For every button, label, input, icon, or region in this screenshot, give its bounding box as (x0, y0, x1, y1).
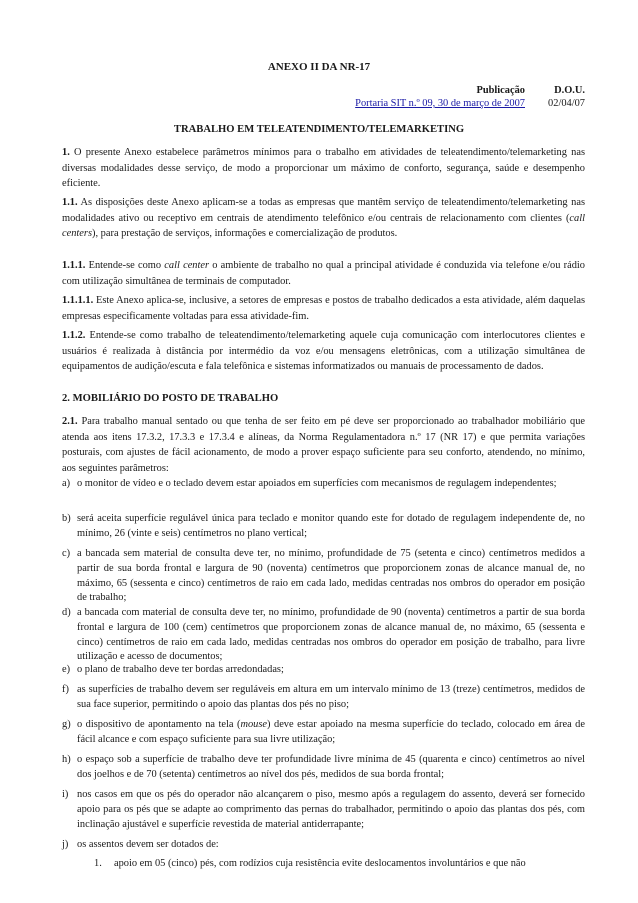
item-text: as superfícies de trabalho devem ser reguláveis em altura em um intervalo mínimo de 13 (treze) centímetros, medidos de sua face superior, permitindo o apoio das plantas dos pés no piso; (77, 684, 585, 710)
paragraph-text: ), para prestação de serviços, informações e comercialização de produtos. (92, 228, 398, 240)
publication-header-row (330, 84, 585, 97)
item-label: e) (62, 664, 71, 675)
list-item-g (62, 718, 585, 748)
section-2-title: 2. MOBILIÁRIO DO POSTO DE TRABALHO (62, 393, 279, 404)
paragraph-1-1-1-1 (62, 293, 585, 324)
item-label: f) (62, 684, 69, 695)
item-text: será aceita superfície regulável única para teclado e monitor quando este for dotado de regulagem independente de, no mínimo, 26 (vinte e seis) centímetros no plano vertical; (77, 513, 585, 539)
item-text: os assentos devem ser dotados de: (77, 839, 219, 850)
paragraph-number: 1.1.1.1. (62, 295, 94, 306)
item-text: a bancada com material de consulta deve ter, no mínimo, profundidade de 90 (noventa) centímetros a partir de sua borda frontal e largura de 100 (cem) centímetros que proporcionem zonas de alcance manual de, no máximo, 65 (sessenta e cinco) centímetros de raio em cada lado, medidas centradas nos ombros do operador em posição de trabalho, para livre utilização e acesso de documentos; (77, 607, 585, 663)
item-label: i) (62, 789, 69, 800)
paragraph-text: As disposições deste Anexo aplicam-se a todas as empresas que mantêm serviço de teleatendimento/telemarketing nas modalidades ativo ou receptivo em centrais de atendimento telefônico e/ou centrais de relacionamento com clientes ( (62, 197, 585, 224)
item-label: a) (62, 478, 71, 489)
item-label: j) (62, 839, 69, 850)
paragraph-1-1-1 (62, 258, 585, 289)
paragraph-text: Entende-se como (85, 260, 165, 271)
list-item-c (62, 547, 585, 606)
paragraph-1-1 (62, 195, 585, 242)
item-emphasis: mouse (240, 719, 268, 730)
sub-item-1 (94, 857, 585, 872)
portaria-link[interactable]: Portaria SIT n.º 09, 30 de março de 2007 (355, 98, 525, 109)
list-item-d (62, 606, 585, 665)
list-item-h (62, 753, 585, 783)
paragraph-emphasis: call center (164, 260, 210, 271)
paragraph-emphasis: call centers (62, 212, 585, 240)
paragraph-text: Para trabalho manual sentado ou que tenha de ser feito em pé deve ser proporcionado ao trabalhador mobiliário que atenda aos itens 17.3.2, 17.3.3 e 17.3.4 e alíneas, da Norma Regulamentadora n.º 17 (NR 17) e que permita variações posturais, com ajustes de fácil acionamento, de modo a prover espaço suficiente para seu conforto, atendendo, no mínimo, aos seguintes parâmetros: (62, 416, 585, 474)
item-text: nos casos em que os pés do operador não alcançarem o piso, mesmo após a regulagem do assento, deverá ser fornecido apoio para os pés que se adapte ao comprimento das pernas do trabalhador, permitindo o apoio das plantas dos pés, com inclinação ajustável e superfície revestida de material antiderrapante; (77, 789, 585, 830)
paragraph-number: 1.1.1. (62, 260, 86, 271)
item-label: b) (62, 513, 71, 524)
annex-title: ANEXO II DA NR-17 (267, 61, 371, 73)
item-text: a bancada sem material de consulta deve ter, no mínimo, profundidade de 75 (setenta e cinco) centímetros medidos a partir de sua borda frontal e largura de 90 (noventa) centímetros que proporcionem zonas de alcance manual de, no máximo, 65 (sessenta e cinco) centímetros de raio em cada lado, medidas centradas nos ombros do operador em posição de trabalho; (77, 548, 585, 604)
item-text: ) deve estar apoiado na mesma superfície do teclado, colocado em área de fácil alcance e com espaço suficiente para sua livre utilização; (77, 719, 585, 745)
sub-item-label: 1. (94, 858, 102, 869)
item-text: o plano de trabalho deve ter bordas arredondadas; (77, 664, 284, 675)
paragraph-2-1 (62, 414, 585, 476)
list-item-a (62, 477, 585, 492)
item-text: o dispositivo de apontamento na tela ( (77, 719, 241, 730)
dou-header: D.O.U. (554, 85, 585, 96)
paragraph-1-1-2 (62, 328, 585, 375)
list-item-i (62, 788, 585, 832)
item-label: h) (62, 754, 71, 765)
publication-header: Publicação (476, 85, 525, 96)
document-title: TRABALHO EM TELEATENDIMENTO/TELEMARKETING (173, 124, 465, 135)
paragraph-text: Este Anexo aplica-se, inclusive, a setores de empresas e postos de trabalho dedicados a esta atividade, além daquelas empresas especificamente voltadas para essa atividade-fim. (62, 295, 585, 322)
paragraph-1 (62, 145, 585, 192)
publication-table (330, 84, 585, 110)
item-label: g) (62, 719, 71, 730)
paragraph-text: O presente Anexo estabelece parâmetros mínimos para o trabalho em atividades de teleatendimento/telemarketing nas diversas modalidades desse serviço, de modo a proporcionar um máximo de conforto, segurança, saúde e desempenho eficiente. (62, 147, 585, 190)
paragraph-text: o ambiente de trabalho no qual a principal atividade é conduzida via telefone e/ou rádio com utilização simultânea de terminais de computador. (62, 260, 585, 287)
paragraph-number: 1.1. (62, 197, 78, 208)
list-item-j (62, 838, 585, 853)
paragraph-text: Entende-se como trabalho de teleatendimento/telemarketing aquele cuja comunicação com interlocutores clientes e usuários é realizada à distância por intermédio da voz e/ou mensagens eletrônicas, com a utilização simultânea de equipamentos de audição/escuta e fala telefônica e sistemas informatizados ou manuais de processamento de dados. (62, 330, 585, 373)
list-item-b (62, 512, 585, 542)
item-label: d) (62, 607, 71, 618)
dou-date: 02/04/07 (548, 98, 585, 109)
paragraph-number: 1.1.2. (62, 330, 86, 341)
list-item-f (62, 683, 585, 713)
paragraph-number: 2.1. (62, 416, 78, 427)
paragraph-number: 1. (62, 147, 70, 158)
item-text: o monitor de vídeo e o teclado devem estar apoiados em superfícies com mecanismos de regulagem independentes; (77, 478, 557, 489)
item-label: c) (62, 548, 71, 559)
list-item-e (62, 663, 585, 678)
item-text: o espaço sob a superfície de trabalho deve ter profundidade livre mínima de 45 (quarenta e cinco) centímetros ao nível dos joelhos e de 70 (setenta) centímetros ao nível dos pés, medidos de sua borda frontal; (77, 754, 585, 780)
publication-value-row (330, 97, 585, 110)
sub-item-text: apoio em 05 (cinco) pés, com rodízios cuja resistência evite deslocamentos involuntários e que não (114, 858, 526, 869)
